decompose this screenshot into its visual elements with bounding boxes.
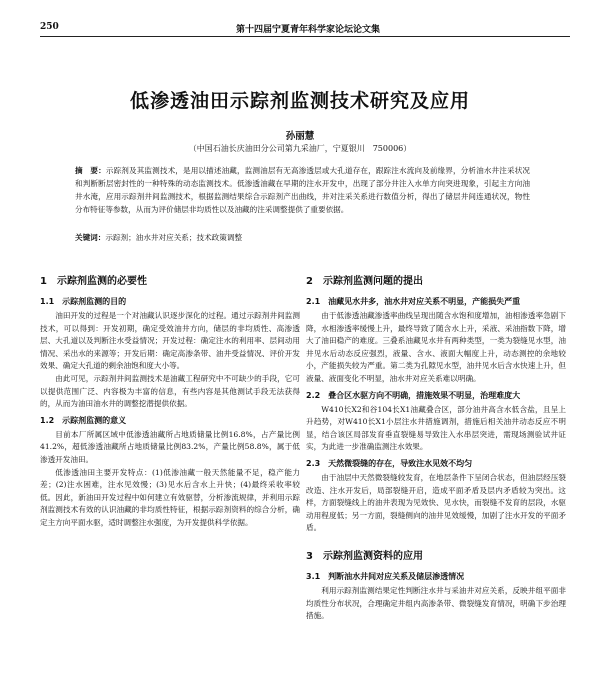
subsection-heading-3-1: 3.1 判断油水井间对应关系及储层渗透情况 [306,571,465,581]
subsection-heading-1-1: 1.1 示踪剂监测的目的 [40,297,127,306]
subsection-heading-2-1: 2.1 油藏见水井多，油水井对应关系不明显，产能损失严重 [306,297,521,306]
left-column [40,272,300,530]
paragraph: 油田开发的过程是一个对油藏认识逐步深化的过程。通过示踪剂井间监测技术，可以得到：开发初期，确定受效油井方向，储层的非均质性、高渗透层、大孔道以及判断注水受益情况；开发过程：确定注水的利用率、层间动用情况、采出水的来源等；开发后期：确定高渗条带、油井受益情况、评价开发效果、确定大孔道的剩余油饱和度大小等。 [40,311,300,371]
page-number: 250 [40,22,59,32]
running-header [40,20,570,37]
subsection-heading-2-3: 2.3 天然微裂缝的存在，导致注水见效不均匀 [306,458,473,468]
section-heading-1: 1 示踪剂监测的必要性 [40,276,147,287]
abstract-text: 示踪剂及其监测技术，是用以描述油藏，监测油层有无高渗透层或大孔道存在，跟踪注水流向及前缘界，分析油水井注采状况和判断断层密封性的一种特殊的动态监测技术。低渗透油藏在早期的注水开发中，出现了部分井注入水单方向突进现象，引起主方向油井水淹，应用示踪剂井间监测技术，根据监测结果综合示踪剂产出曲线，井对注采关系进行数值分析，得出了储层井间连通状况，物性分布特征等参数，从而为评价储层非均质性以及油藏的注采调整提供了重要依据。 [75,166,530,214]
paragraph: 由此可见，示踪剂井间监测技术是油藏工程研究中不可缺少的手段，它可以提供范围广泛、内容极为丰富的信息，有些内容是其他测试手段无法获得的，从而为油田油水井的调整挖潜提供依据。 [40,373,300,409]
paper-title: 低渗透油田示踪剂监测技术研究及应用 [129,90,470,112]
author-name: 孙丽慧 [285,131,315,142]
paragraph: W410长X2和谷104长X1油藏叠合区，部分油井高含水低含盐，且呈上升趋势，对W410长X1小层注水井措施调剂，措施后相关油井动态反应不明显，结合该区局部发育垂直裂缝易导致注入水串层突进，需现场测验试井证实，为此进一步准确监测注水效果。 [306,404,566,452]
paragraph: 低渗透油田主要开发特点：(1)低渗油藏一般天然能量不足，稳产能力差；(2)注水困难，注水见效慢；(3)见水后含水上升快；(4)最终采收率较低。因此，新油田开发过程中如何建立有效驱替，分析渗流规律，并利用示踪剂监测技术有效的认识油藏的非均质性特征，根据示踪剂资料的综合分析，确定主方向平面水驱，适时调整注水强度，为开发提供科学依据。 [40,467,300,527]
paragraph: 由于油层中天然微裂缝较发育，在地层条件下呈闭合状态，但油层经压裂改造、注水开发后，局部裂缝开启，造成平面矛盾及层内矛盾较为突出。这样，方面裂缝线上的油井表现为见效快、见水快，而裂缝不发育的层段，水驱动用程度低；另一方面，裂缝侧向的油井见效缓慢，加剧了注水开发的平面矛盾。 [306,472,566,533]
section-heading-2: 2 示踪剂监测问题的提出 [306,276,423,287]
paragraph: 目前本厂所属区域中低渗透油藏所占地质储量比例16.8%，占产量比例41.2%，超低渗透油藏所占地质储量比例83.2%，产量比例58.8%，属于低渗透开发油田。 [40,429,300,464]
abstract [75,164,530,216]
subsection-heading-2-2: 2.2 叠合区水驱方向不明确，措施效果不明显，治理难度大 [306,390,521,400]
keywords [75,232,530,244]
affiliation: （中国石油长庆油田分公司第九采油厂，宁夏银川 750006） [188,144,412,153]
paragraph: 利用示踪剂监测结果定性判断注水井与采油井对应关系，反映井组平面非均质性分布状况，合理确定井组内高渗条带、微裂缝发育情况，明确下步治理措施。 [306,585,566,621]
paragraph: 由于低渗透油藏渗透率曲线呈现出随含水饱和度增加，油相渗透率急剧下降，水相渗透率缓慢上升，最终导致了随含水上升，采液、采油指数下降，增大了油田稳产的难度。三叠系油藏见水井有两种类型，一类为裂缝见水型，油井见水后动态反应强烈，液量、含水、液面大幅度上升，动态测控的余地较小，产能损失较为严重。第二类为孔隙见水型，油井见水后含水快速上升，但液量、液面变化不明显，油水井对应关系难以明确。 [306,311,566,383]
keywords-text: 示踪剂；油水井对应关系；技术政策调整 [105,233,243,242]
running-title: 第十四届宁夏青年科学家论坛论文集 [236,25,381,35]
section-heading-3: 3 示踪剂监测资料的应用 [306,550,423,562]
right-column [306,272,566,623]
subsection-heading-1-2: 1.2 示踪剂监测的意义 [40,415,127,425]
keywords-label: 关键词： [75,233,106,242]
abstract-label: 摘 要： [75,166,106,175]
